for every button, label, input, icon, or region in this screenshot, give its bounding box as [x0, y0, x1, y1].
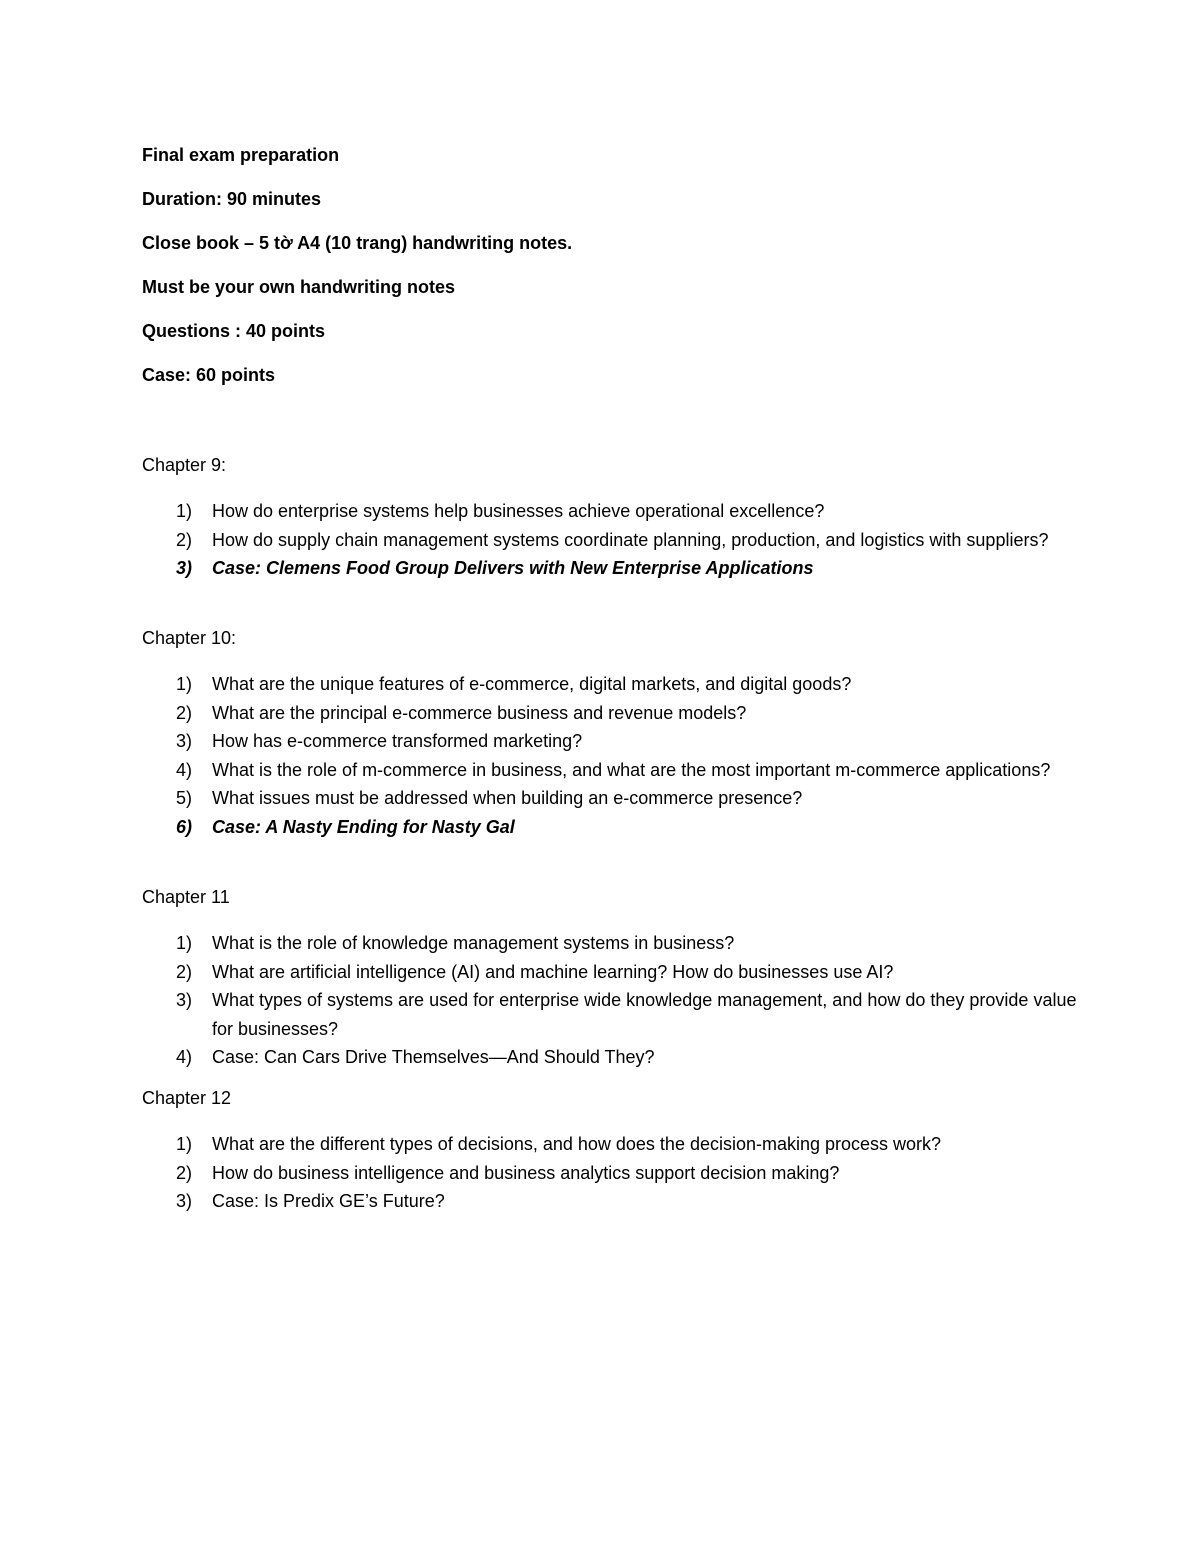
chapter-title: Chapter 11 — [142, 887, 230, 907]
item-text: What types of systems are used for enterprise wide knowledge management, and how do they provide value for businesses? — [212, 990, 1077, 1039]
list-item — [142, 497, 1102, 526]
item-text: What is the role of m-commerce in business, and what are the most important m-commerce applications? — [212, 759, 1051, 780]
item-number: 1) — [176, 674, 193, 694]
item-number: 6) — [176, 816, 193, 837]
list-item — [142, 1159, 1102, 1188]
item-number: 3) — [176, 731, 193, 752]
case-list-item — [142, 554, 1102, 583]
item-text: What are the principal e-commerce business and revenue models? — [212, 702, 747, 723]
question-list — [142, 670, 1102, 842]
exam-info-header — [142, 143, 1102, 407]
list-item — [142, 958, 1102, 987]
chapter-title: Chapter 10: — [142, 628, 237, 648]
item-number: 1) — [176, 1134, 193, 1154]
question-list — [142, 1130, 1102, 1216]
case-points-line: Case: 60 points — [142, 365, 276, 385]
item-text: How do business intelligence and business analytics support decision making? — [212, 1162, 840, 1183]
item-number: 3) — [176, 990, 193, 1011]
item-number: 5) — [176, 788, 193, 809]
item-number: 3) — [176, 1191, 193, 1212]
chapter-title: Chapter 9: — [142, 455, 227, 475]
item-text: What are the unique features of e-commerce, digital markets, and digital goods? — [212, 674, 852, 694]
list-item — [142, 1130, 1102, 1159]
chapter-10-section — [142, 626, 1102, 842]
item-text: How has e-commerce transformed marketing? — [212, 731, 583, 752]
list-item — [142, 756, 1102, 785]
list-item — [142, 670, 1102, 699]
list-item — [142, 699, 1102, 728]
item-number: 4) — [176, 1047, 193, 1068]
case-text: Case: Clemens Food Group Delivers with New Enterprise Applications — [212, 558, 814, 579]
case-list-item — [142, 813, 1102, 842]
list-item — [142, 727, 1102, 756]
item-text: What issues must be addressed when building an e-commerce presence? — [212, 788, 803, 809]
item-text: Case: Is Predix GE’s Future? — [212, 1191, 445, 1212]
item-number: 1) — [176, 501, 193, 521]
list-item — [142, 929, 1102, 958]
list-item — [142, 526, 1102, 555]
chapter-11-section — [142, 885, 1102, 1072]
closed-book-line: Close book – 5 tờ A4 (10 trang) handwriting notes. — [142, 233, 573, 253]
list-item — [142, 784, 1102, 813]
doc-title: Final exam preparation — [142, 145, 340, 165]
item-number: 2) — [176, 1162, 193, 1183]
duration-line: Duration: 90 minutes — [142, 189, 322, 209]
handwriting-note-line: Must be your own handwriting notes — [142, 277, 455, 297]
list-item — [142, 1043, 1102, 1072]
item-text: What is the role of knowledge management systems in business? — [212, 933, 735, 953]
item-text: What are the different types of decisions, and how does the decision-making process work? — [212, 1134, 942, 1154]
question-list — [142, 497, 1102, 583]
chapter-title: Chapter 12 — [142, 1088, 232, 1108]
item-number: 2) — [176, 961, 193, 982]
item-text: Case: Can Cars Drive Themselves—And Should They? — [212, 1047, 655, 1068]
item-text: How do enterprise systems help businesses achieve operational excellence? — [212, 501, 825, 521]
chapter-12-section — [142, 1086, 1102, 1216]
item-number: 4) — [176, 759, 193, 780]
case-text: Case: A Nasty Ending for Nasty Gal — [212, 816, 515, 837]
chapter-9-section — [142, 453, 1102, 583]
question-list — [142, 929, 1102, 1072]
questions-points-line: Questions : 40 points — [142, 321, 326, 341]
list-item — [142, 986, 1102, 1043]
item-number: 2) — [176, 702, 193, 723]
item-number: 3) — [176, 558, 193, 579]
item-number: 2) — [176, 529, 193, 550]
list-item — [142, 1187, 1102, 1216]
item-text: How do supply chain management systems coordinate planning, production, and logistics with suppliers? — [212, 529, 1049, 550]
item-text: What are artificial intelligence (AI) and machine learning? How do businesses use AI? — [212, 961, 894, 982]
item-number: 1) — [176, 933, 193, 953]
